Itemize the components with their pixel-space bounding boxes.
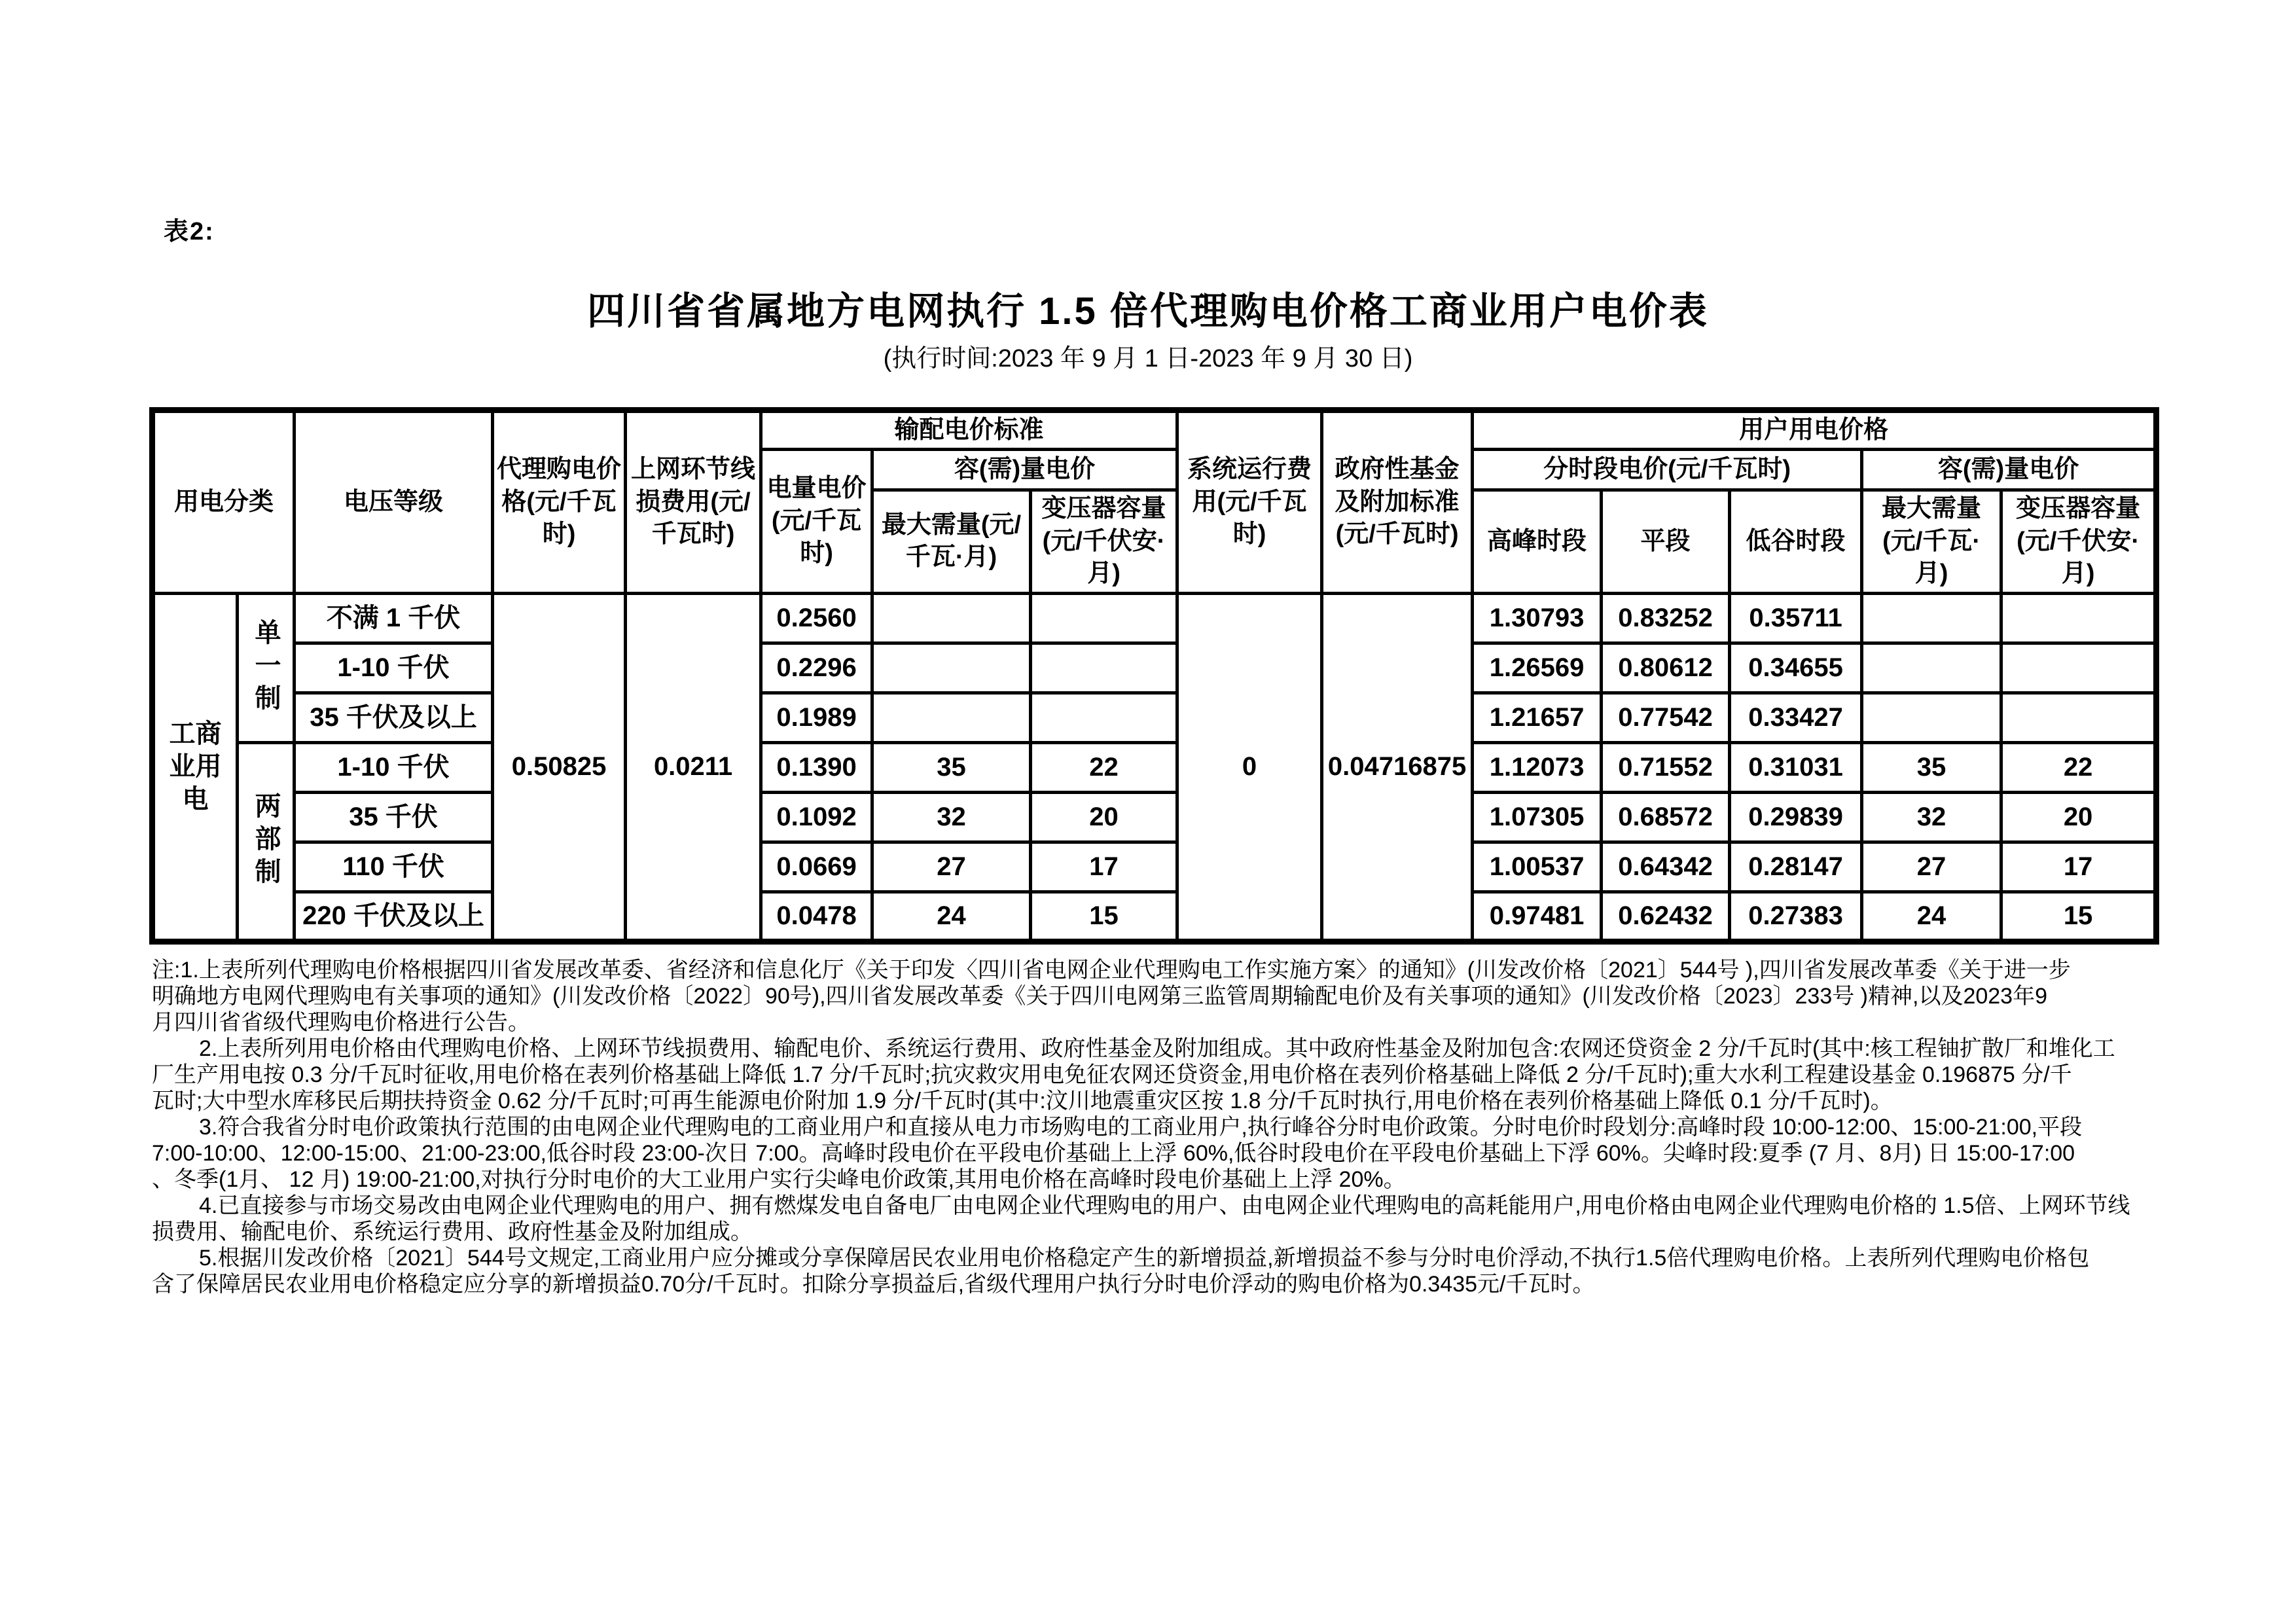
- cell-voltage: 1-10 千伏: [295, 742, 493, 792]
- cell-valley-price: 0.34655: [1730, 643, 1862, 693]
- cell-max-demand-user: 24: [1862, 892, 2001, 941]
- cell-voltage: 220 千伏及以上: [295, 892, 493, 941]
- cell-max-demand: 32: [872, 792, 1031, 842]
- cell-transformer: [1031, 643, 1177, 693]
- electricity-price-table: [149, 407, 2159, 945]
- header-transformer-capacity-left: 变压器容量(元/千伏安·月): [1031, 490, 1177, 593]
- cell-gov-fund-value: 0.04716875: [1322, 593, 1473, 941]
- cell-two-part-system: 两部制: [238, 742, 295, 941]
- cell-flat-price: 0.80612: [1602, 643, 1730, 693]
- cell-flat-price: 0.68572: [1602, 792, 1730, 842]
- cell-energy-price: 0.1989: [761, 693, 872, 742]
- cell-peak-price: 1.12073: [1473, 742, 1602, 792]
- note-line: 7:00-10:00、12:00-15:00、21:00-23:00,低谷时段 23:00-次日 7:00。高峰时段电价在平段电价基础上上浮 60%,低谷时段电价在平段电价基础上下浮 60%。尖峰时段:夏季 (7 月、8月) 日 15:00-17:00: [152, 1141, 2075, 1166]
- cell-peak-price: 1.21657: [1473, 693, 1602, 742]
- table-row: [152, 593, 2157, 643]
- cell-max-demand-user: [1862, 693, 2001, 742]
- cell-peak-price: 1.26569: [1473, 643, 1602, 693]
- cell-transformer-user: [2001, 593, 2157, 643]
- header-system-fee: 系统运行费用(元/千瓦时): [1177, 410, 1322, 594]
- page-title: 四川省省属地方电网执行 1.5 倍代理购电价格工商业用户电价表: [587, 290, 1709, 333]
- header-capacity-price-left: 容(需)量电价: [872, 450, 1177, 490]
- note-line: 月四川省省级代理购电价格进行公告。: [152, 1010, 530, 1035]
- cell-energy-price: 0.0478: [761, 892, 872, 941]
- cell-energy-price: 0.0669: [761, 842, 872, 892]
- header-tou-price: 分时段电价(元/千瓦时): [1473, 450, 1862, 490]
- cell-transformer: 22: [1031, 742, 1177, 792]
- note-line: 损费用、输配电价、系统运行费用、政府性基金及附加组成。: [152, 1219, 753, 1244]
- note-line: 、冬季(1月、 12 月) 19:00-21:00,对执行分时电价的大工业用户实行尖峰电价政策,其用电价格在高峰时段电价基础上上浮 20%。: [152, 1167, 1406, 1192]
- cell-transformer: [1031, 693, 1177, 742]
- cell-energy-price: 0.1390: [761, 742, 872, 792]
- cell-valley-price: 0.31031: [1730, 742, 1862, 792]
- cell-max-demand: 27: [872, 842, 1031, 892]
- cell-voltage: 35 千伏: [295, 792, 493, 842]
- note-line: 厂生产用电按 0.3 分/千瓦时征收,用电价格在表列价格基础上降低 1.7 分/千瓦时;抗灾救灾用电免征农网还贷资金,用电价格在表列价格基础上降低 2 分/千瓦时);重大水利工程建设基金 0.196875 分/千: [152, 1062, 2072, 1087]
- cell-max-demand: [872, 693, 1031, 742]
- table-row: [152, 792, 2157, 842]
- table-row: [152, 892, 2157, 941]
- cell-transformer-user: 22: [2001, 742, 2157, 792]
- note-line: 3.符合我省分时电价政策执行范围的由电网企业代理购电的工商业用户和直接从电力市场购电的工商业用户,执行峰谷分时电价政策。分时电价时段划分:高峰时段 10:00-12:00、15:00-21:00,平段: [199, 1115, 2083, 1140]
- cell-transformer-user: 15: [2001, 892, 2157, 941]
- header-grid-loss: 上网环节线损费用(元/千瓦时): [626, 410, 761, 594]
- header-valley-period: 低谷时段: [1730, 490, 1862, 593]
- cell-energy-price: 0.2560: [761, 593, 872, 643]
- table-row: [152, 842, 2157, 892]
- header-capacity-price-right: 容(需)量电价: [1862, 450, 2157, 490]
- header-gov-fund: 政府性基金及附加标准(元/千瓦时): [1322, 410, 1473, 594]
- cell-max-demand-user: 35: [1862, 742, 2001, 792]
- cell-transformer: [1031, 593, 1177, 643]
- cell-user-category: 工商业用电: [152, 593, 238, 941]
- table-number-label: 表2:: [164, 218, 215, 245]
- cell-max-demand-user: 27: [1862, 842, 2001, 892]
- header-energy-price: 电量电价(元/千瓦时): [761, 450, 872, 593]
- cell-flat-price: 0.64342: [1602, 842, 1730, 892]
- cell-valley-price: 0.27383: [1730, 892, 1862, 941]
- cell-flat-price: 0.62432: [1602, 892, 1730, 941]
- cell-max-demand: [872, 643, 1031, 693]
- table-row: [152, 643, 2157, 693]
- table-row: [152, 693, 2157, 742]
- note-line: 含了保障居民农业用电价格稳定应分享的新增损益0.70分/千瓦时。扣除分享损益后,省级代理用户执行分时电价浮动的购电价格为0.3435元/千瓦时。: [152, 1272, 1595, 1297]
- header-max-demand-left: 最大需量(元/千瓦·月): [872, 490, 1031, 593]
- table-row: [152, 742, 2157, 792]
- cell-peak-price: 1.00537: [1473, 842, 1602, 892]
- cell-peak-price: 1.07305: [1473, 792, 1602, 842]
- footnotes: [152, 957, 2287, 1297]
- header-voltage-level: 电压等级: [295, 410, 493, 594]
- cell-flat-price: 0.77542: [1602, 693, 1730, 742]
- header-max-demand-right: 最大需量(元/千瓦·月): [1862, 490, 2001, 593]
- cell-transformer-user: 17: [2001, 842, 2157, 892]
- cell-valley-price: 0.33427: [1730, 693, 1862, 742]
- cell-peak-price: 1.30793: [1473, 593, 1602, 643]
- note-line: 注:1.上表所列代理购电价格根据四川省发展改革委、省经济和信息化厅《关于印发〈四川省电网企业代理购电工作实施方案〉的通知》(川发改价格〔2021〕544号 ),四川省发展改革委《关于进一步: [152, 958, 2071, 983]
- note-line: 瓦时;大中型水库移民后期扶持资金 0.62 分/千瓦时;可再生能源电价附加 1.9 分/千瓦时(其中:汶川地震重灾区按 1.8 分/千瓦时执行,用电价格在表列价格基础上降低 0.1 分/千瓦时)。: [152, 1089, 1893, 1113]
- header-agent-price: 代理购电价格(元/千瓦时): [493, 410, 626, 594]
- cell-grid-loss-value: 0.0211: [626, 593, 761, 941]
- cell-voltage: 35 千伏及以上: [295, 693, 493, 742]
- cell-transformer: 17: [1031, 842, 1177, 892]
- cell-transformer-user: [2001, 693, 2157, 742]
- cell-flat-price: 0.83252: [1602, 593, 1730, 643]
- cell-single-system: 单一制: [238, 593, 295, 742]
- cell-max-demand-user: 32: [1862, 792, 2001, 842]
- cell-max-demand-user: [1862, 593, 2001, 643]
- cell-voltage: 1-10 千伏: [295, 643, 493, 693]
- cell-agent-price-value: 0.50825: [493, 593, 626, 941]
- cell-peak-price: 0.97481: [1473, 892, 1602, 941]
- cell-energy-price: 0.2296: [761, 643, 872, 693]
- cell-max-demand: [872, 593, 1031, 643]
- cell-transformer: 15: [1031, 892, 1177, 941]
- cell-max-demand: 35: [872, 742, 1031, 792]
- cell-valley-price: 0.28147: [1730, 842, 1862, 892]
- header-peak-period: 高峰时段: [1473, 490, 1602, 593]
- cell-valley-price: 0.29839: [1730, 792, 1862, 842]
- cell-flat-price: 0.71552: [1602, 742, 1730, 792]
- cell-max-demand: 24: [872, 892, 1031, 941]
- cell-valley-price: 0.35711: [1730, 593, 1862, 643]
- note-line: 明确地方电网代理购电有关事项的通知》(川发改价格〔2022〕90号),四川省发展改革委《关于四川电网第三监管周期输配电价及有关事项的通知》(川发改价格〔2023〕233号 )精神,以及2023年9: [152, 984, 2047, 1009]
- note-line: 2.上表所列用电价格由代理购电价格、上网环节线损费用、输配电价、系统运行费用、政府性基金及附加组成。其中政府性基金及附加包含:农网还贷资金 2 分/千瓦时(其中:核工程铀扩散厂和堆化工: [199, 1036, 2115, 1061]
- note-line: 5.根据川发改价格〔2021〕544号文规定,工商业用户应分摊或分享保障居民农业用电价格稳定产生的新增损益,新增损益不参与分时电价浮动,不执行1.5倍代理购电价格。上表所列代理购电价格包: [199, 1246, 2090, 1271]
- header-user-price: 用户用电价格: [1473, 410, 2157, 450]
- page-subtitle: (执行时间:2023 年 9 月 1 日-2023 年 9 月 30 日): [883, 345, 1413, 372]
- cell-voltage: 110 千伏: [295, 842, 493, 892]
- cell-transformer-user: [2001, 643, 2157, 693]
- cell-system-fee-value: 0: [1177, 593, 1322, 941]
- header-flat-period: 平段: [1602, 490, 1730, 593]
- header-user-class: 用电分类: [152, 410, 295, 594]
- cell-voltage: 不满 1 千伏: [295, 593, 493, 643]
- cell-transformer-user: 20: [2001, 792, 2157, 842]
- cell-transformer: 20: [1031, 792, 1177, 842]
- cell-energy-price: 0.1092: [761, 792, 872, 842]
- note-line: 4.已直接参与市场交易改由电网企业代理购电的用户、拥有燃煤发电自备电厂由电网企业代理购电的用户、由电网企业代理购电的高耗能用户,用电价格由电网企业代理购电价格的 1.5倍、上网环节线: [199, 1193, 2130, 1218]
- header-transmission-standard: 输配电价标准: [761, 410, 1177, 450]
- cell-max-demand-user: [1862, 643, 2001, 693]
- header-transformer-capacity-right: 变压器容量(元/千伏安·月): [2001, 490, 2157, 593]
